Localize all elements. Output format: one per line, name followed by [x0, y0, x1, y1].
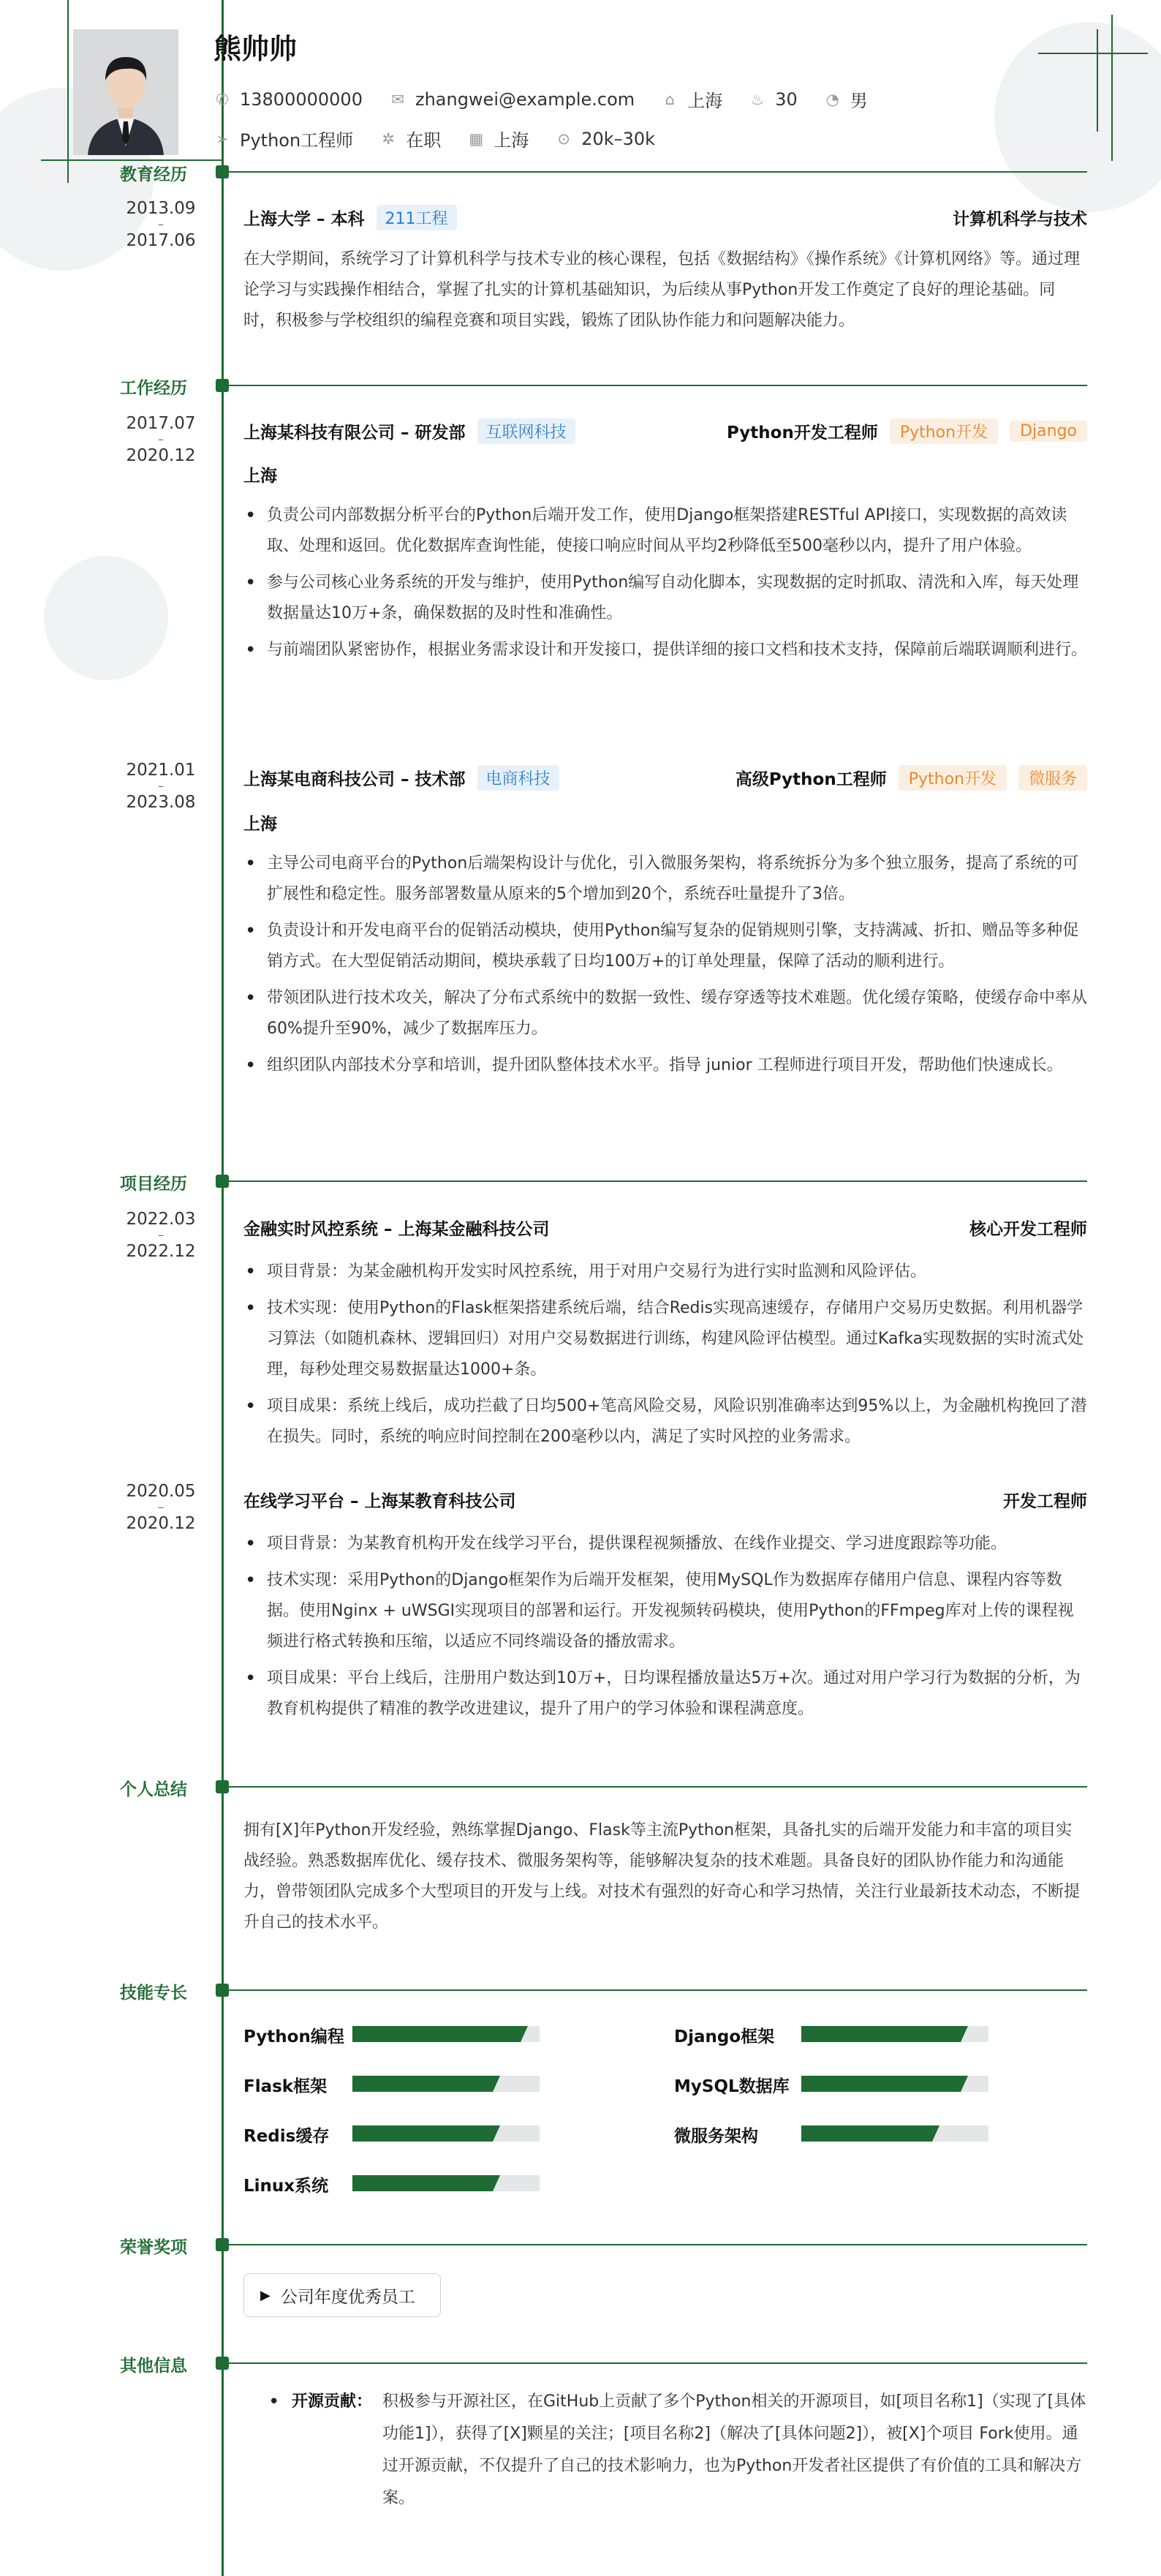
edu-date [110, 199, 212, 250]
list-item: • 带领团队进行技术攻关，解决了分布式系统中的数据一致性、缓存穿透等技术难题。优化缓存策略，使缓存命中率从60%提升至90%，减少了数据库压力。 [243, 983, 1087, 1044]
section-title-project: 项目经历 [120, 1175, 187, 1194]
gender-text: 男 [850, 91, 868, 111]
proj1-start: 2022.03 [126, 1210, 196, 1229]
skill-name: Python编程 [243, 2027, 344, 2046]
city-text: 上海 [493, 130, 529, 151]
avatar [73, 29, 178, 155]
section-title-work: 工作经历 [120, 379, 187, 398]
list-item: • 技术实现：使用Python的Flask框架搭建系统后端，结合Redis实现高速缓存，存储用户交易历史数据。利用机器学习算法（如随机森林、逻辑回归）对用户交易数据进行训练，构建风险评估模型。通过Kafka实现数据的实时流式处理，每秒处理交易数据量达1000+条。 [243, 1293, 1087, 1385]
work1-location: 上海 [243, 467, 277, 486]
skill-name: Flask框架 [243, 2077, 328, 2096]
section-rule [229, 1989, 1087, 1991]
work1-date [110, 414, 212, 465]
salary-item [555, 129, 655, 149]
date-dash: – [158, 1500, 164, 1514]
work1-industry-tag: 互联网科技 [477, 418, 575, 444]
skill-bar [352, 2076, 540, 2092]
work1-tag-2: Django [1010, 421, 1087, 442]
section-dot [216, 379, 229, 392]
decor-line-h-right [1038, 53, 1148, 54]
location-item [661, 86, 722, 112]
summary-text: 拥有[X]年Python开发经验，熟练掌握Django、Flask等主流Python框架，具备扎实的后端开发能力和丰富的项目实战经验。熟悉数据库优化、缓存技术、微服务架构等，能够解决复杂的技术难题。具备良好的团队协作能力和沟通能力，曾带领团队完成多个大型项目的开发与上线。对技术有强烈的好奇心和学习热情，关注行业最新技术动态，不断提升自己的技术水平。 [243, 1821, 1081, 1932]
building-icon: ▦ [469, 129, 484, 148]
skill-bar [801, 2125, 988, 2142]
position-item [213, 126, 353, 151]
skill-flask [243, 2073, 327, 2097]
skill-bar [352, 2175, 540, 2191]
skill-bar [801, 2076, 988, 2092]
mail-icon: ✉ [391, 90, 404, 108]
skill-bar-fill [352, 2175, 493, 2191]
decor-circle-left-mid [44, 556, 168, 680]
status-item [379, 126, 441, 151]
section-rule [229, 1180, 1087, 1182]
proj2-name: 在线学习平台 – 上海某教育科技公司 [243, 1492, 516, 1511]
decor-line-v-left [67, 0, 69, 183]
decor-line-v-right [1111, 15, 1113, 161]
other-value: 积极参与开源社区，在GitHub上贡献了多个Python相关的开源项目，如[项目名称1]（实现了[具体功能1]），获得了[X]颗星的关注；[项目名称2]（解决了[具体问题2]），被[X]个项目 Fork使用。通过开源贡献，不仅提升了自己的技术影响力，也为Python开发者社区提供了有价值的工具和解决方案。 [382, 2392, 1086, 2507]
email-item [389, 89, 635, 110]
skill-name: Django框架 [674, 2027, 775, 2046]
section-rule [229, 2244, 1087, 2245]
cake-icon: ♨ [750, 90, 765, 108]
skill-bar-fill [352, 2026, 521, 2042]
proj1-bullets [243, 1257, 1087, 1458]
salary-text: 20k–30k [581, 128, 656, 149]
date-dash: – [158, 432, 164, 446]
skill-bar-fill [352, 2125, 493, 2142]
proj2-date [110, 1482, 212, 1533]
section-rule [229, 1786, 1087, 1788]
work2-tag-2: 微服务 [1018, 765, 1087, 791]
list-item: • 负责设计和开发电商平台的促销活动模块，使用Python编写复杂的促销规则引擎，支持满减、折扣、赠品等多种促销方式。在大型促销活动期间，模块承载了日均100万+的订单处理量，保障了活动的顺利进行。 [243, 916, 1087, 977]
list-item: • 主导公司电商平台的Python后端架构设计与优化，引入微服务架构，将系统拆分为多个独立服务，提高了系统的可扩展性和稳定性。服务部署数量从原来的5个增加到20个，系统吞吐量提升了3倍。 [243, 848, 1087, 910]
proj2-head [243, 1488, 1087, 1512]
skill-mysql [674, 2073, 790, 2097]
list-item: • 项目背景：为某金融机构开发实时风控系统，用于对用户交易行为进行实时监测和风险评估。 [243, 1257, 1087, 1287]
skill-bar [801, 2026, 988, 2042]
other-key: 开源贡献： [292, 2392, 373, 2411]
status-text: 在职 [406, 130, 442, 151]
skill-name: MySQL数据库 [674, 2077, 790, 2096]
home-icon: ⌂ [665, 90, 675, 108]
work1-start: 2017.07 [126, 414, 196, 433]
skill-bar-fill [801, 2076, 961, 2092]
work1-tag-1: Python开发 [890, 418, 998, 444]
work2-industry-tag: 电商科技 [477, 765, 559, 791]
award-item[interactable] [243, 2273, 441, 2317]
list-item: • 参与公司核心业务系统的开发与维护，使用Python编写自动化脚本，实现数据的定时抓取、清洗和入库，每天处理数据量达10万+条，确保数据的及时性和准确性。 [243, 568, 1087, 629]
skill-linux [243, 2172, 328, 2196]
edu-head [243, 205, 1087, 230]
date-dash: – [158, 1228, 164, 1242]
section-title-other: 其他信息 [120, 2357, 187, 2376]
age-text: 30 [775, 88, 798, 110]
skill-redis [243, 2123, 329, 2147]
section-rule [229, 385, 1087, 386]
proj1-head [243, 1216, 1087, 1240]
proj1-name: 金融实时风控系统 – 上海某金融科技公司 [243, 1220, 550, 1239]
skill-microservice [674, 2123, 758, 2147]
section-title-education: 教育经历 [120, 165, 187, 184]
section-dot [216, 2357, 229, 2370]
contact-row [213, 86, 894, 112]
list-item: • 负责公司内部数据分析平台的Python后端开发工作，使用Django框架搭建RESTful API接口，实现数据的高效读取、处理和返回。优化数据库查询性能，使接口响应时间从平均2秒降低至500毫秒以内，提升了用户体验。 [243, 500, 1087, 562]
gender-icon: ◔ [825, 90, 839, 108]
phone-icon: ✆ [216, 90, 229, 108]
skill-bar-fill [801, 2125, 932, 2142]
work2-head [243, 765, 1087, 791]
decor-line-v-right2 [1097, 29, 1098, 132]
skill-bar [352, 2026, 540, 2042]
list-item: • 组织团队内部技术分享和培训，提升团队整体技术水平。指导 junior 工程师进行项目开发，帮助他们快速成长。 [243, 1050, 1087, 1081]
section-dot [216, 165, 229, 178]
candidate-name: 熊帅帅 [213, 33, 298, 65]
proj2-bullets [243, 1529, 1087, 1730]
school-tag: 211工程 [377, 205, 457, 230]
skill-name: Linux系统 [243, 2177, 329, 2196]
edu-start: 2013.09 [126, 199, 196, 218]
coin-icon: ⊙ [557, 129, 570, 148]
edu-desc: 在大学期间，系统学习了计算机科学与技术专业的核心课程，包括《数据结构》《操作系统》《计算机网络》等。通过理论学习与实践操作相结合，掌握了扎实的计算机基础知识，为后续从事Python开发工作奠定了良好的理论基础。同时，积极参与学校组织的编程竞赛和项目实践，锻炼了团队协作能力和问题解决能力。 [243, 250, 1081, 330]
edu-end: 2017.06 [126, 231, 196, 250]
skill-django [674, 2023, 774, 2047]
work1-company: 上海某科技有限公司 – 研发部 [243, 423, 466, 442]
work1-bullets [243, 500, 1087, 671]
skill-bar-fill [801, 2026, 961, 2042]
section-dot [216, 1984, 229, 1997]
work2-tag-1: Python开发 [899, 765, 1007, 791]
section-title-skills: 技能专长 [120, 1984, 187, 2003]
date-dash: – [158, 779, 164, 793]
section-rule [229, 171, 1087, 173]
location-text: 上海 [687, 91, 723, 111]
job-intent-row [213, 126, 681, 151]
play-icon: ▶ [260, 2287, 271, 2303]
skill-python [243, 2023, 344, 2047]
proj1-date [110, 1210, 212, 1261]
proj1-role: 核心开发工程师 [969, 1220, 1087, 1239]
proj2-start: 2020.05 [126, 1482, 196, 1501]
work2-bullets [243, 848, 1087, 1087]
proj2-role: 开发工程师 [1003, 1492, 1087, 1511]
position-text: Python工程师 [240, 130, 354, 151]
city-item [467, 126, 529, 151]
email-text: zhangwei@example.com [415, 88, 635, 110]
list-item: • 与前端团队紧密协作，根据业务需求设计和开发接口，提供详细的接口文档和技术支持，保障前后端联调顺利进行。 [243, 635, 1087, 666]
work2-title: 高级Python工程师 [735, 770, 887, 789]
school-name: 上海大学 – 本科 [243, 210, 365, 229]
major: 计算机科学与技术 [953, 210, 1087, 229]
work2-end: 2023.08 [126, 793, 196, 812]
section-dot [216, 2238, 229, 2251]
work1-end: 2020.12 [126, 446, 196, 465]
work1-title: Python开发工程师 [727, 423, 878, 442]
list-item: • 项目成果：系统上线后，成功拦截了日均500+笔高风险交易，风险识别准确率达到95%以上，为金融机构挽回了潜在损失。同时，系统的响应时间控制在200毫秒以内，满足了实时风控的业务需求。 [243, 1391, 1087, 1453]
decor-circle-right-top [994, 22, 1161, 212]
proj1-end: 2022.12 [126, 1242, 196, 1261]
send-icon: ➢ [216, 129, 229, 148]
list-item: • 项目成果：平台上线后，注册用户数达到10万+，日均课程播放量达5万+次。通过对用户学习行为数据的分析，为教育机构提供了精准的教学改进建议，提升了用户的学习体验和课程满意度。 [243, 1663, 1087, 1725]
award-label: 公司年度优秀员工 [280, 2287, 415, 2307]
work1-head [243, 418, 1087, 444]
work2-location: 上海 [243, 815, 277, 834]
phone-item [213, 89, 363, 110]
section-title-awards: 荣誉奖项 [120, 2238, 187, 2257]
section-rule [229, 2362, 1087, 2364]
work2-company: 上海某电商科技公司 – 技术部 [243, 770, 466, 789]
section-dot [216, 1175, 229, 1188]
section-dot [216, 1780, 229, 1793]
list-item: • 技术实现：采用Python的Django框架作为后端开发框架，使用MySQL作为数据库存储用户信息、课程内容等数据。使用Nginx + uWSGI实现项目的部署和运行。开发视频转码模块，使用Python的FFmpeg库对上传的课程视频进行格式转换和压缩，以适应不同终端设备的播放需求。 [243, 1565, 1087, 1657]
date-dash: – [158, 217, 164, 231]
bullet-dot: • [268, 2391, 280, 2413]
skill-name: 微服务架构 [674, 2127, 758, 2146]
skill-bar-fill [352, 2076, 493, 2092]
phone-text: 13800000000 [240, 88, 363, 110]
list-item: • 项目背景：为某教育机构开发在线学习平台，提供课程视频播放、在线作业提交、学习进度跟踪等功能。 [243, 1529, 1087, 1559]
section-title-summary: 个人总结 [120, 1780, 187, 1799]
skill-name: Redis缓存 [243, 2127, 330, 2146]
gear-icon: ✲ [382, 129, 395, 148]
gender-item [824, 86, 868, 112]
work2-date [110, 761, 212, 812]
age-item [749, 89, 798, 110]
skill-bar [352, 2125, 540, 2142]
proj2-end: 2020.12 [126, 1514, 196, 1533]
work2-start: 2021.01 [126, 761, 196, 780]
other-info [243, 2386, 1087, 2515]
